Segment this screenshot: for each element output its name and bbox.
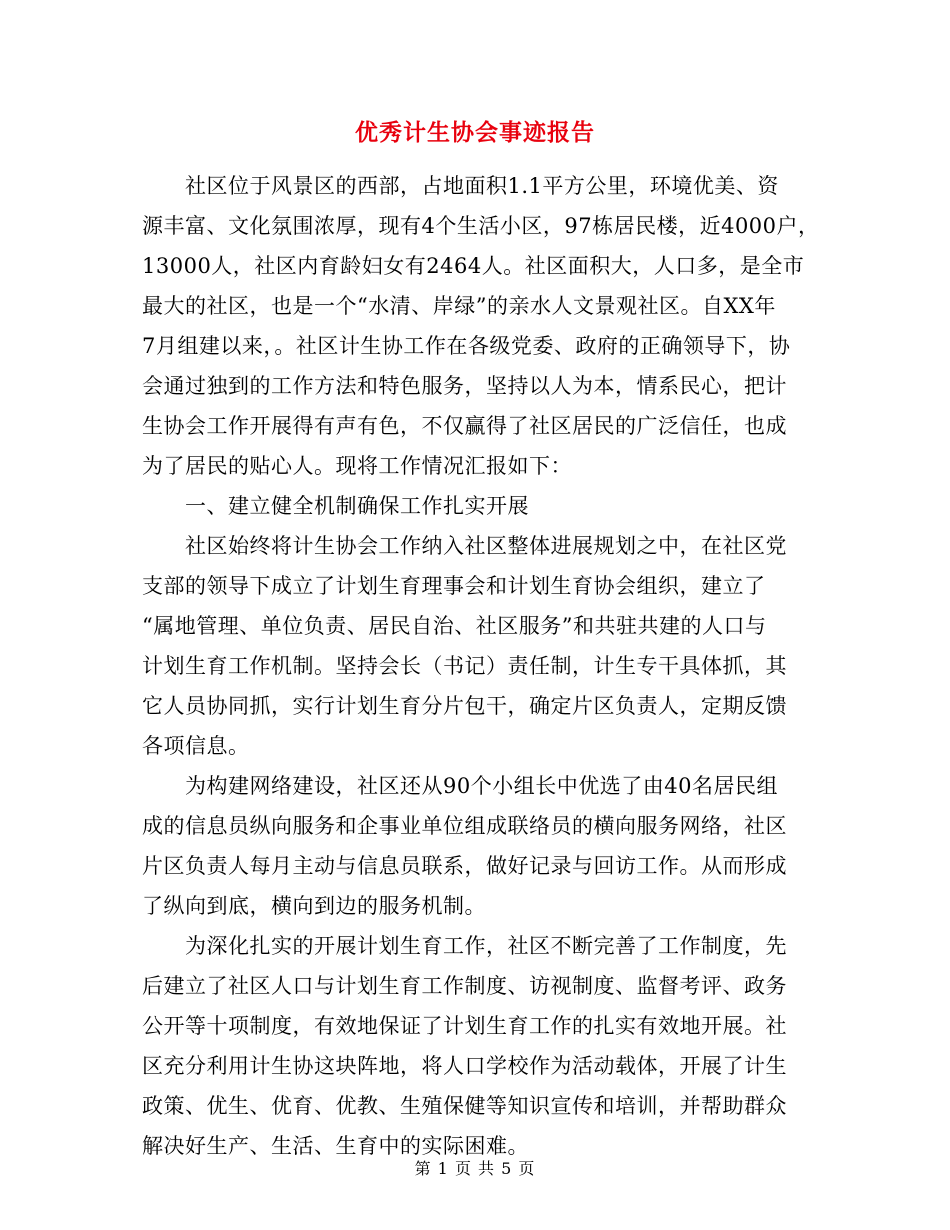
body-line: “属地管理、单位负责、居民自治、社区服务”和共驻共建的人口与 bbox=[142, 614, 767, 638]
body-line: 为构建网络建设，社区还从90个小组长中优选了由40名居民组 bbox=[142, 774, 778, 798]
body-line: 社区始终将计生协会工作纳入社区整体进展规划之中，在社区党 bbox=[142, 534, 787, 558]
body-line: 政策、优生、优育、优教、生殖保健等知识宣传和培训，并帮助群众 bbox=[142, 1094, 787, 1118]
body-line: 社区位于风景区的西部，占地面积1.1平方公里，环境优美、资 bbox=[142, 174, 779, 198]
body-line: 会通过独到的工作方法和特色服务，坚持以人为本，情系民心，把计 bbox=[142, 374, 787, 398]
page-number-footer: 第 1 页 共 5 页 bbox=[414, 1159, 536, 1178]
body-line: 7月组建以来，。社区计生协工作在各级党委、政府的正确领导下，协 bbox=[142, 334, 791, 358]
body-line: 片区负责人每月主动与信息员联系，做好记录与回访工作。从而形成 bbox=[142, 854, 787, 878]
body-line: 计划生育工作机制。坚持会长（书记）责任制，计生专干具体抓，其 bbox=[142, 654, 787, 678]
body-line: 后建立了社区人口与计划生育工作制度、访视制度、监督考评、政务 bbox=[142, 974, 787, 998]
body-line: 13000人，社区内育龄妇女有2464人。社区面积大，人口多，是全市 bbox=[142, 254, 805, 278]
section-heading: 一、建立健全机制确保工作扎实开展 bbox=[142, 494, 529, 518]
document-body bbox=[142, 166, 820, 1166]
body-line: 区充分利用计生协这块阵地，将人口学校作为活动载体，开展了计生 bbox=[142, 1054, 787, 1078]
body-line: 源丰富、文化氛围浓厚，现有4个生活小区，97栋居民楼，近4000户， bbox=[142, 214, 820, 238]
document-title: 优秀计生协会事迹报告 bbox=[355, 119, 595, 146]
body-line: 了纵向到底，横向到边的服务机制。 bbox=[142, 894, 486, 918]
body-line: 它人员协同抓，实行计划生育分片包干，确定片区负责人，定期反馈 bbox=[142, 694, 787, 718]
body-line: 为了居民的贴心人。现将工作情况汇报如下： bbox=[142, 454, 572, 478]
body-line: 成的信息员纵向服务和企事业单位组成联络员的横向服务网络，社区 bbox=[142, 814, 787, 838]
body-line: 公开等十项制度，有效地保证了计划生育工作的扎实有效地开展。社 bbox=[142, 1014, 787, 1038]
body-line: 最大的社区，也是一个“水清、岸绿”的亲水人文景观社区。自XX年 bbox=[142, 294, 776, 318]
body-line: 生协会工作开展得有声有色，不仅赢得了社区居民的广泛信任，也成 bbox=[142, 414, 787, 438]
body-line: 支部的领导下成立了计划生育理事会和计划生育协会组织，建立了 bbox=[142, 574, 766, 598]
body-line: 为深化扎实的开展计划生育工作，社区不断完善了工作制度，先 bbox=[142, 934, 787, 958]
body-line: 解决好生产、生活、生育中的实际困难。 bbox=[142, 1134, 529, 1158]
body-line: 各项信息。 bbox=[142, 734, 250, 758]
